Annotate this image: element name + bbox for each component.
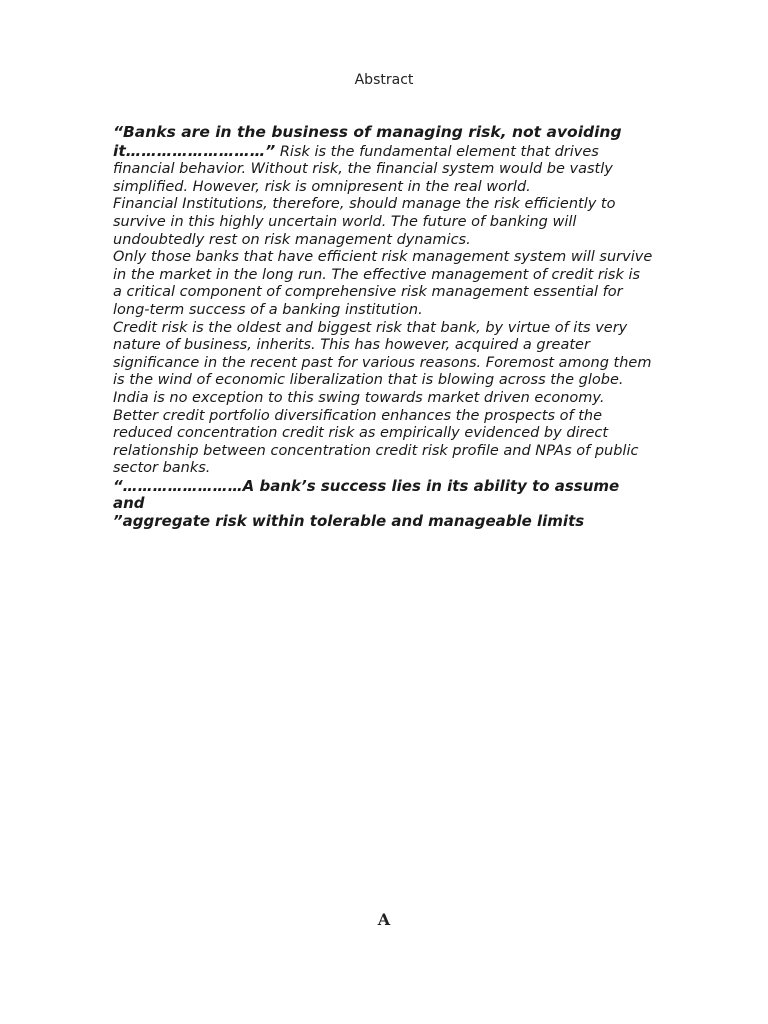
- paragraph-4: Credit risk is the oldest and biggest risk that bank, by virtue of its very nature of business, inherits. This has however, acquired a greater significance in the recent past for various reasons. Foremost among them is the wind of economic liberalization that is blowing across the globe. India is no exception to this swing towards market driven economy.: [113, 319, 652, 406]
- paragraph-5: Better credit portfolio diversification enhances the prospects of the reduced concentration credit risk as empirically evidenced by direct relationship between concentration credit risk profile and NPAs of public sector banks.: [113, 407, 639, 477]
- closing-quote-line-1: “……………………A bank’s success lies in its ability to assume and: [113, 476, 620, 513]
- page-letter: A: [377, 910, 391, 929]
- closing-quote-line-2: ”aggregate risk within tolerable and manageable limits: [113, 512, 585, 531]
- paragraph-2: Financial Institutions, therefore, should manage the risk efficiently to survive in this highly uncertain world. The future of banking will undoubtedly rest on risk management dynamics.: [113, 196, 616, 248]
- lead-quote: “Banks are in the business of managing risk, not avoiding it………………………”: [113, 123, 622, 160]
- abstract-body: [113, 124, 653, 531]
- paragraph-3: Only those banks that have efficient risk management system will survive in the market in the long run. The effective management of credit risk is a critical component of comprehensive risk management essential for long-term success of a banking institution.: [113, 249, 653, 318]
- paragraph-1-text: Risk is the fundamental element that drives financial behavior. Without risk, the financial system would be vastly simplified. However, risk is omnipresent in the real world.: [113, 143, 613, 195]
- paragraph-1: [113, 124, 653, 196]
- abstract-title: Abstract: [354, 72, 414, 88]
